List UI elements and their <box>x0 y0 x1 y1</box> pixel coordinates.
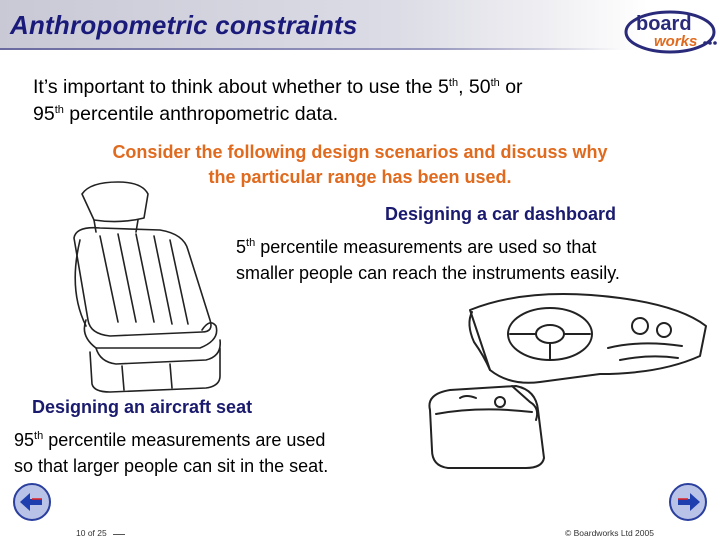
dashboard-scenario-title: Designing a car dashboard <box>385 204 617 224</box>
intro-text: It’s important to think about whether to use the 5th, 50th or 95th percentile anthropometric data. <box>33 76 523 125</box>
aircraft-seat-scenario-title: Designing an aircraft seat <box>32 397 253 417</box>
next-slide-button[interactable] <box>668 482 708 522</box>
logo-text-board: board <box>636 13 692 35</box>
copyright-notice: © Boardworks Ltd 2005 <box>565 528 654 538</box>
title-bar <box>0 0 720 50</box>
aircraft-seat-scenario-text: 95th percentile measurements are used so that larger people can sit in the seat. <box>14 430 329 476</box>
page-counter: 10 of 25 <box>76 528 107 538</box>
footer-divider <box>113 534 125 535</box>
dashboard-scenario-text: 5th percentile measurements are used so that smaller people can reach the instruments easily. <box>236 237 620 283</box>
previous-slide-button[interactable] <box>12 482 52 522</box>
discussion-prompt: Consider the following design scenarios and discuss why the particular range has been used. <box>112 142 608 187</box>
car-seat-illustration <box>60 180 230 395</box>
logo-text-works: works <box>654 33 698 50</box>
boardworks-logo <box>624 6 718 56</box>
page-title: Anthropometric constraints <box>10 10 358 40</box>
car-dashboard-illustration <box>420 290 710 470</box>
